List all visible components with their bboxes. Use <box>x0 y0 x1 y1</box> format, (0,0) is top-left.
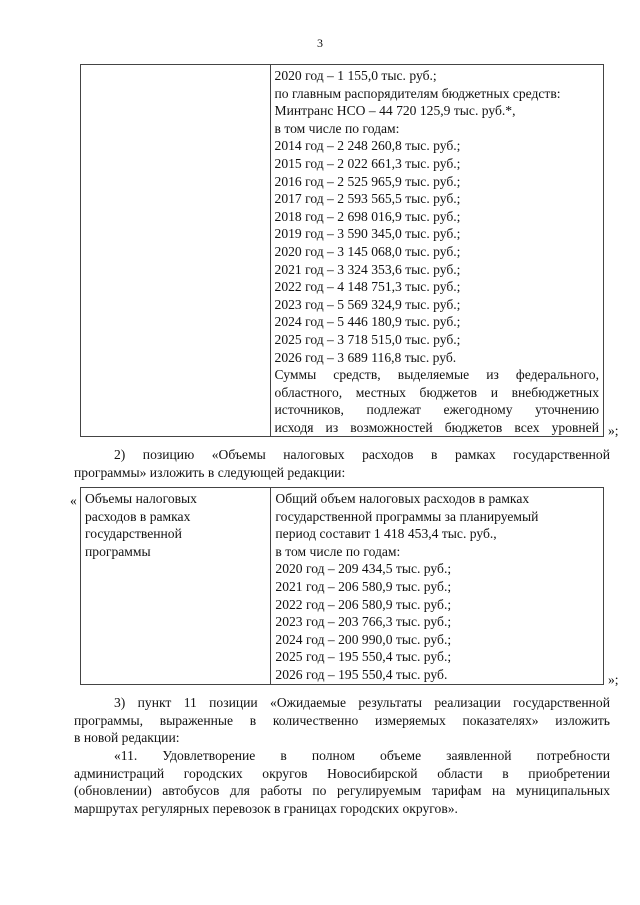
table1-left-cell <box>81 65 271 437</box>
table2-right-line: государственной программы за планируемый <box>275 508 539 524</box>
table1-line: 2024 год – 5 446 180,9 тыс. руб.; <box>274 314 461 330</box>
paragraph-2-line: программы» изложить в следующей редакции: <box>74 464 346 480</box>
table2-left-line: Объемы налоговых <box>85 491 197 506</box>
table1-line: 2017 год – 2 593 565,5 тыс. руб.; <box>274 191 461 207</box>
paragraph-4-line: администраций городских округов Новосибирской области в приобретении <box>74 765 610 781</box>
table2-right-cell <box>271 488 604 685</box>
table1-line: 2023 год – 5 569 324,9 тыс. руб.; <box>274 296 461 312</box>
paragraph-3-line: 3) пункт 11 позиции «Ожидаемые результаты реализации государственной <box>114 695 610 710</box>
paragraph-3-line: программы, выраженные в количественно измеряемых показателях» изложить <box>74 712 610 728</box>
table1-line: Минтранс НСО – 44 720 125,9 тыс. руб.*, <box>274 103 516 119</box>
paragraph-4-line: (обновлении) автобусов для работы по регулируемым тарифам на муниципальных <box>74 783 610 799</box>
table1-line: 2020 год – 3 145 068,0 тыс. руб.; <box>274 243 461 259</box>
paragraph-2-line: 2) позицию «Объемы налоговых расходов в рамках государственной <box>114 447 610 462</box>
table1-line: 2026 год – 3 689 116,8 тыс. руб. <box>274 349 457 365</box>
paragraph-2 <box>74 446 610 481</box>
table2-left-line: расходов в рамках <box>85 508 191 524</box>
table1-line: 2014 год – 2 248 260,8 тыс. руб.; <box>274 138 461 154</box>
table2-right-line: 2026 год – 195 550,4 тыс. руб. <box>275 666 448 682</box>
table2-right-line: 2023 год – 203 766,3 тыс. руб.; <box>275 614 452 630</box>
table1-line: в том числе по годам: <box>274 120 400 136</box>
paragraph-4-line: «11. Удовлетворение в полном объеме заявленной потребности <box>114 748 610 763</box>
table2-right-line: Общий объем налоговых расходов в рамках <box>275 491 530 506</box>
funding-table-continuation <box>80 64 604 437</box>
table1-note-line: источников, подлежат ежегодному уточнению <box>274 402 599 418</box>
table1-note-line: исходя из возможностей бюджетов всех уровней <box>274 419 599 435</box>
table1-line: 2025 год – 3 718 515,0 тыс. руб.; <box>274 331 461 347</box>
paragraph-4 <box>74 747 610 817</box>
table1-note-line: Суммы средств, выделяемые из федерального, <box>274 367 599 383</box>
table2-right-line: период составит 1 418 453,4 тыс. руб., <box>275 526 497 542</box>
table1-line: 2016 год – 2 525 965,9 тыс. руб.; <box>274 173 461 189</box>
table1-line: 2018 год – 2 698 016,9 тыс. руб.; <box>274 208 461 224</box>
table2-left-cell <box>81 488 271 685</box>
table1-line: 2022 год – 4 148 751,3 тыс. руб.; <box>274 279 461 295</box>
paragraph-3-line: в новой редакции: <box>74 730 180 746</box>
table2-right-line: 2021 год – 206 580,9 тыс. руб.; <box>275 578 452 594</box>
table1-note-line: областного, местных бюджетов и внебюджетных <box>274 384 599 400</box>
table2-right-line: 2025 год – 195 550,4 тыс. руб.; <box>275 649 452 665</box>
table2-close-quote: »; <box>608 672 619 687</box>
table1-right-cell <box>270 65 603 437</box>
table1-line: 2021 год – 3 324 353,6 тыс. руб.; <box>274 261 461 277</box>
table1-line: 2020 год – 1 155,0 тыс. руб.; <box>274 68 437 83</box>
table1-close-quote: »; <box>608 423 619 438</box>
table2-right-line: 2022 год – 206 580,9 тыс. руб.; <box>275 596 452 612</box>
table1-line: 2019 год – 3 590 345,0 тыс. руб.; <box>274 226 461 242</box>
table2-left-line: государственной <box>85 526 182 542</box>
table2-right-line: в том числе по годам: <box>275 543 401 559</box>
paragraph-3 <box>74 694 610 747</box>
table2-open-quote: « <box>70 493 77 508</box>
table2-left-line: программы <box>85 543 151 559</box>
table1-line: по главным распорядителям бюджетных средств: <box>274 85 561 101</box>
paragraph-4-line: маршрутах регулярных перевозок в границах городских округов». <box>74 800 458 816</box>
tax-expenditure-table <box>80 487 604 685</box>
table2-right-line: 2024 год – 200 990,0 тыс. руб.; <box>275 631 452 647</box>
page-number: 3 <box>317 36 323 50</box>
table1-line: 2015 год – 2 022 661,3 тыс. руб.; <box>274 155 461 171</box>
table2-right-line: 2020 год – 209 434,5 тыс. руб.; <box>275 561 452 577</box>
